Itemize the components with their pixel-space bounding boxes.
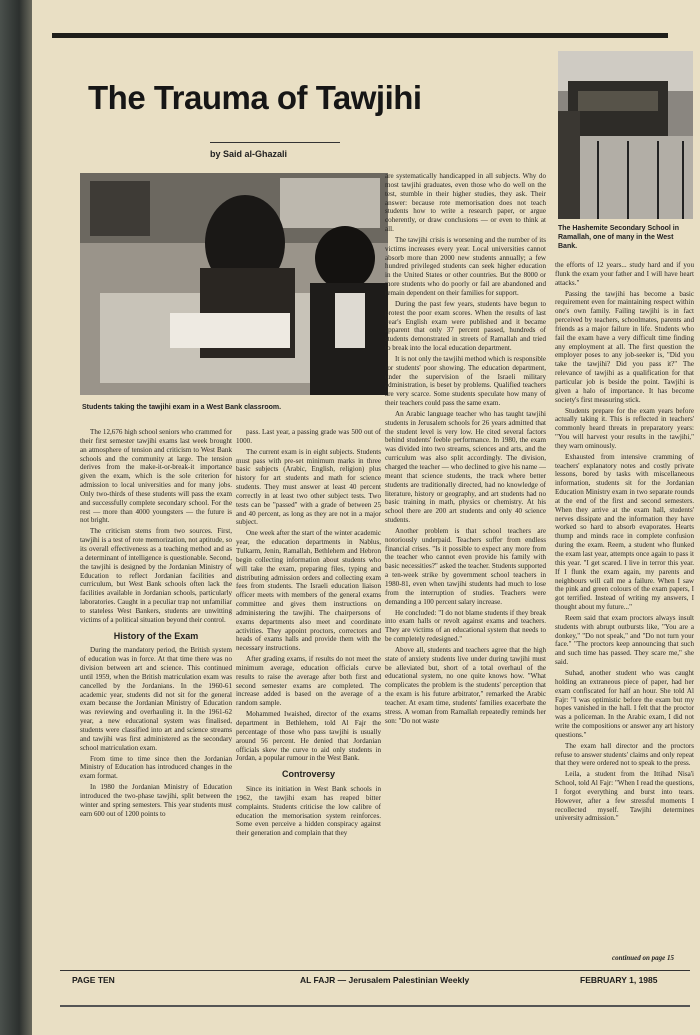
issue-date: FEBRUARY 1, 1985 [580, 975, 658, 985]
paragraph: Suhad, another student who was caught holding an extraneous piece of paper, had her exam confiscated for half an hour. She told Al Fajr: "I was optimistic before the exam but my hopes vanished in the hall. I felt that the proctor was a policeman. In the Arabic exam, I did not write the compositions or answer any art history questions." [555, 668, 694, 739]
paragraph: Since its initiation in West Bank schools in 1962, the tawjihi exam has reaped bitter complaints. Students criticise the low calibre of education the memorisation system reinforces. Some even perceive a hidden conspiracy against their generation and complain that they [236, 785, 381, 838]
paragraph: He concluded: "I do not blame students if they break into exam halls or revolt against exams and teachers. They are victims of an educational system that needs to be completely redesigned." [385, 608, 546, 644]
paragraph: One week after the start of the winter academic year, the education departments in Nablus, Tulkarm, Jenin, Ramallah, Bethlehem and Hebron begin collecting information about students who will take the exam, preparing files, typing and distributing admission orders and collecting exam fees from students. The Israeli education liaison officer meets with members of the general exams committee and gives them instructions on administering the tawjihi. The chairpersons of exams departments also meet and coordinate activities. They appoint proctors, correctors and heads of exams halls and provide them with the necessary instructions. [236, 529, 381, 653]
bottom-rule [60, 1005, 690, 1007]
byline-rule [210, 142, 340, 143]
paragraph: The current exam is in eight subjects. Students must pass with pre-set minimum marks in three basic subjects (Arabic, English, religion) plus history for art students and math for science students. They must answer at least 40 percent correctly in at least two other subject tests. Two tests can be "passed" with a grade of between 25 and 40 percent, as long as they are not in a major subject. [236, 447, 381, 527]
paragraph: the efforts of 12 years... study hard and if you flunk the exam your father and I will have heart attacks." [555, 261, 694, 287]
main-photo-caption: Students taking the tawjihi exam in a West Bank classroom. [82, 404, 282, 411]
paragraph: The 12,676 high school seniors who crammed for their first semester tawjihi exams last week brought an atmosphere of tension and criticism to West Bank schools and the community at large. The tension derives from the make-it-or-break-it importance given the exam, which is the sole criterion for admission to local universities and for many jobs. Only two-thirds of these students will pass the exam and successfully complete secondary school. For the rest — more than 4000 youngsters — the future is not bright. [80, 428, 232, 525]
paragraph: Reem said that exam proctors always insult students with abrupt outbursts like, "You are a donkey," "Do not speak," and "Do not turn your face." "The proctors keep announcing that such and such time has passed. They scare me," she said. [555, 613, 694, 667]
paragraph: During the past few years, students have begun to protest the poor exam scores. When the results of last year's English exam were published and it became apparent that only 37 percent passed, hundreds of students demonstrated in streets of Ramallah and tried to break into the local education department. [385, 299, 546, 353]
column-4 [555, 261, 694, 961]
continued-note: continued on page 15 [612, 954, 675, 962]
paragraph: Passing the tawjihi has become a basic requirement even for maintaining respect within one's own family. Failing tawjihi is in fact perceived by teachers, schoolmates, parents and friends as a major failure in life. Students who fail the exam have a very difficult time finding any employment at all. The first question the employer poses to any job-seeker is, "Did you take the tawjihi? Did you pass it?" The relevance of tawjihi as a qualification for that particular job is beside the point. Tawjihi is given a halo of importance. It has become society's first measuring stick. [555, 289, 694, 404]
paragraph: From time to time since then the Jordanian Ministry of Education has introduced changes in the exam format. [80, 754, 232, 781]
footer-rule [60, 970, 690, 971]
paragraph: The tawjihi crisis is worsening and the number of its victims increases every year. Local universities cannot absorb more than 2000 new students annually; a few hundred privileged students can seek higher education in the United States or other countries. But the 8000 or more students who do poorly or fail are abandoned and remain dependent on their families for support. [385, 235, 546, 297]
page-number: PAGE TEN [72, 975, 115, 985]
paragraph: An Arabic language teacher who has taught tawjihi students in Jerusalem schools for 26 years admitted that the student level is very low. He cited several factors behind students' feeble performance. In 1980, the exam was divided into two streams, sciences and arts, and the curriculum was also split accordingly. The division, charged the teacher — who declined to give his name — meant that science students, the track where better students are traditionally directed, had no knowledge of literature, history or geography, and art students had no basic training in math, physics or chemistry. At his school there are 200 art students and only 40 science students. [385, 409, 546, 525]
subheading-controversy: Controversy [281, 769, 335, 780]
paragraph: Leila, a student from the Ittihad Nisa'i School, told Al Fajr: "When I read the questions, I forgot everything and burst into tears. However, after a few stressful moments I recollected myself. Tawjihi determines university admission." [555, 770, 694, 823]
article-title: The Trauma of Tawjihi [88, 79, 422, 116]
paragraph: It is not only the tawjihi method which is responsible for students' poor showing. The education department, under the supervision of the Israeli military administration, is beset by problems. Qualified teachers are very scarce. Some students speculate how many of their teachers could pass the same exam. [385, 354, 546, 408]
paragraph: The exam hall director and the proctors refuse to answer students' claims and only repeat that they were ordered not to speak to the press. [555, 741, 694, 768]
publication-name: AL FAJR — Jerusalem Palestinian Weekly [300, 975, 470, 985]
subheading-history: History of the Exam [113, 630, 199, 641]
paragraph: Mohammed Iwaished, director of the exams department in Bethlehem, told Al Fajr the percentage of those who pass tawjihi is usually around 56 percent. He denied that Jordanian officials skew the curve to aid only students in Jordan, a popular rumour in the West Bank. [236, 710, 381, 763]
side-photo-caption: The Hashemite Secondary School in Ramallah, one of many in the West Bank. [558, 225, 679, 250]
classroom-photo [80, 173, 388, 395]
column-3 [385, 172, 546, 967]
paragraph: During the mandatory period, the British system of education was in force. At that time there was no division between art and science. This continued until 1959, when the British matriculation exam was cancelled by the Jordanians. In the 1960-61 academic year, students did not sit for the general exam because the Jordanian Ministry of Education was reviewing and overhauling it. In the 1961-62 year, a new educational system was finalised, students were classified into art and science streams and tawjihi was first administered as the secondary school matriculation exam. [80, 646, 232, 752]
paragraph: Above all, students and teachers agree that the high state of anxiety students live under during tawjihi must be alleviated but, short of a total overhaul of the educational system, no one quite knows how. "What complicates the problem is the students' perception that the exam is his future arbitrator," remarked the Arabic teacher. At exam time, students' families exacerbate the stress. A woman from Ramallah repeatedly reminds her son: "Do not waste [385, 645, 546, 725]
top-rule [52, 33, 668, 38]
column-2 [236, 428, 381, 966]
paragraph: pass. Last year, a passing grade was 500 out of 1000. [236, 428, 381, 445]
byline: by Said al-Ghazali [210, 149, 288, 159]
column-1 [80, 428, 232, 966]
paragraph: The criticism stems from two sources. First, tawjihi is a test of rote memorization, not aptitude, so its overall effectiveness as a teaching method and as a determinant of intelligence is questionable. Second, the tawjihi is designed by the Jordanian Ministry of Education to reflect Jordanian facilities and curriculum, but West Bank schools often lack the facilities available in Jordanian schools, particularly laboratories. Caught in a peculiar trap not unfamiliar to stateless West Bankers, students are unwitting victims of a political situation beyond their control. [80, 527, 232, 624]
paragraph: are systematically handicapped in all subjects. Why do most tawjihi graduates, even those who do well on the test, stumble in their higher studies, they ask. Their answer: because rote memorisation does not teach students how to write a research paper, or argue coherently, or draw conclusions — or even to think at all. [385, 172, 546, 234]
school-photo [558, 51, 693, 219]
paragraph: Exhausted from intensive cramming of teachers' explanatory notes and costly private lessons, bored by tasks with miscellaneous information, students sit for the Jordanian Education Ministry exam in two separate rounds at the end of the first and second semesters. When they arrive at the exam hall, students' nerves dissipate and the information they have worked so hard to absorb evaporates. Hearts thump and minds race in complete confusion during the exam. Reem, a student who flunked the exam last year, attempts once again to pass it this year. "I get scared. I live in terror this year. If I flunk the exam again, my parents and neighbours will call me a failure. When I saw the pink and green colours of the exam papers, I got terrified. Instead of writing my answers, I thought about my future..." [555, 452, 694, 612]
paragraph: In 1980 the Jordanian Ministry of Education introduced the two-phase tawjihi, split between the winter and spring semesters. This year students must earn 600 out of 1200 points to [80, 783, 232, 818]
paragraph: After grading exams, if results do not meet the minimum average, education officials curve results to raise the average after both first and second semester exams are completed. The increase added is based on the average of a random sample. [236, 655, 381, 708]
paragraph: Students prepare for the exam years before actually taking it. This is reflected in teachers' commonly heard threats in preparatory years: "You will harvest your results in the tawjihi," they warn ominously. [555, 406, 694, 450]
paragraph: Another problem is that school teachers are notoriously underpaid. Teachers suffer from endless financial crises. "Is it possible to expect any more from the teacher who cannot even provide his family with basic necessities?" asked the teacher. Students supported a ten-week strike by government school teachers in 1980-81, even when tawjihi students had much to lose from the interruption of studies. Teachers were demanding a 100 percent salary increase. [385, 526, 546, 606]
